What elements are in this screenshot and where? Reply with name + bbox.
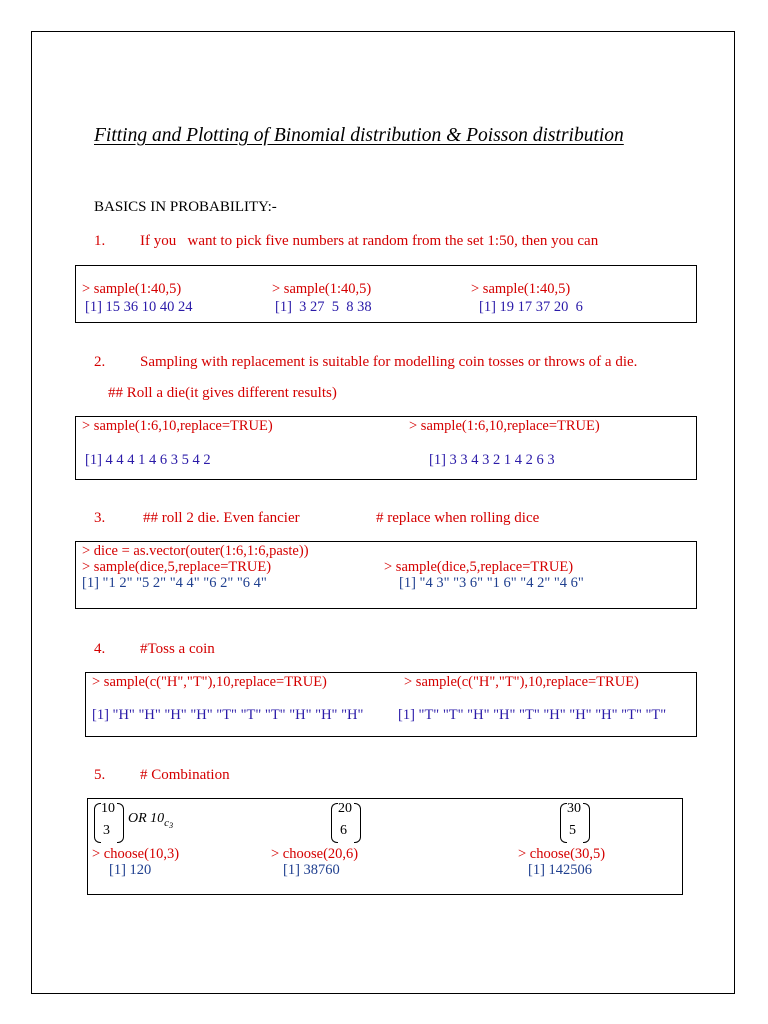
item5-out-1: [1] 120 (109, 862, 152, 878)
item5-number: 5. (94, 767, 106, 783)
item1-cmd-3: > sample(1:40,5) (471, 281, 571, 297)
item2-text: Sampling with replacement is suitable for modelling coin tosses or throws of a die. (140, 354, 638, 370)
item3-cmd-2: > sample(dice,5,replace=TRUE) (384, 559, 574, 575)
item3-cmd-1: > sample(dice,5,replace=TRUE) (82, 559, 272, 575)
item5-text: # Combination (140, 767, 230, 783)
item3-number: 3. (94, 510, 106, 526)
binom-1-top: 10 (101, 801, 115, 816)
item4-cmd-2: > sample(c("H","T"),10,replace=TRUE) (404, 674, 639, 690)
item2-cmd-1: > sample(1:6,10,replace=TRUE) (82, 418, 273, 434)
binom-2-top: 20 (338, 801, 352, 816)
item5-cmd-2: > choose(20,6) (271, 846, 359, 862)
binom-3-bottom: 5 (569, 823, 576, 838)
binom-2-right-paren (354, 803, 361, 843)
item4-text: #Toss a coin (140, 641, 215, 657)
binom-1-left-paren (94, 803, 101, 843)
item2-comment: ## Roll a die(it gives different results) (108, 385, 337, 401)
item3-cmd-0: > dice = as.vector(outer(1:6,1:6,paste)) (82, 543, 309, 559)
binom-2-bottom: 6 (340, 823, 347, 838)
or-text: OR 10 (128, 811, 165, 826)
item5-code-box (87, 798, 683, 895)
item1-out-1: [1] 15 36 10 40 24 (85, 299, 193, 315)
item4-out-2: [1] "T" "T" "H" "H" "T" "H" "H" "H" "T" "T" (398, 707, 667, 723)
item4-out-1: [1] "H" "H" "H" "H" "T" "T" "T" "H" "H" "H" (92, 707, 364, 723)
item2-out-2: [1] 3 3 4 3 2 1 4 2 6 3 (429, 452, 555, 468)
item3-out-2: [1] "4 3" "3 6" "1 6" "4 2" "4 6" (399, 575, 584, 591)
basics-heading: BASICS IN PROBABILITY:- (94, 199, 277, 215)
item4-cmd-1: > sample(c("H","T"),10,replace=TRUE) (92, 674, 327, 690)
item3-code-box (75, 541, 697, 609)
item1-cmd-2: > sample(1:40,5) (272, 281, 372, 297)
binom-3-top: 30 (567, 801, 581, 816)
item4-code-box (85, 672, 697, 737)
page-title: Fitting and Plotting of Binomial distribution & Poisson distribution (94, 125, 624, 146)
binom-1-bottom: 3 (103, 823, 110, 838)
item4-number: 4. (94, 641, 106, 657)
item2-cmd-2: > sample(1:6,10,replace=TRUE) (409, 418, 600, 434)
item5-cmd-1: > choose(10,3) (92, 846, 180, 862)
item3-text2: # replace when rolling dice (376, 510, 540, 526)
binom-3-left-paren (560, 803, 567, 843)
combination-notation (128, 811, 173, 830)
binom-2-left-paren (331, 803, 338, 843)
item5-out-2: [1] 38760 (283, 862, 340, 878)
item2-code-box (75, 416, 697, 480)
item5-cmd-3: > choose(30,5) (518, 846, 606, 862)
binom-3-right-paren (583, 803, 590, 843)
item3-out-1: [1] "1 2" "5 2" "4 4" "6 2" "6 4" (82, 575, 267, 591)
item1-code-box (75, 265, 697, 323)
item1-number: 1. (94, 233, 106, 249)
item1-out-2: [1] 3 27 5 8 38 (275, 299, 372, 315)
item1-text: If you want to pick five numbers at random from the set 1:50, then you can (140, 233, 599, 249)
item1-out-3: [1] 19 17 37 20 6 (479, 299, 583, 315)
item2-out-1: [1] 4 4 4 1 4 6 3 5 4 2 (85, 452, 211, 468)
item1-cmd-1: > sample(1:40,5) (82, 281, 182, 297)
item2-number: 2. (94, 354, 106, 370)
or-sub: c (164, 816, 170, 829)
item5-out-3: [1] 142506 (528, 862, 593, 878)
binom-1-right-paren (117, 803, 124, 843)
or-subsub: 3 (169, 821, 174, 830)
item3-text: ## roll 2 die. Even fancier (143, 510, 300, 526)
